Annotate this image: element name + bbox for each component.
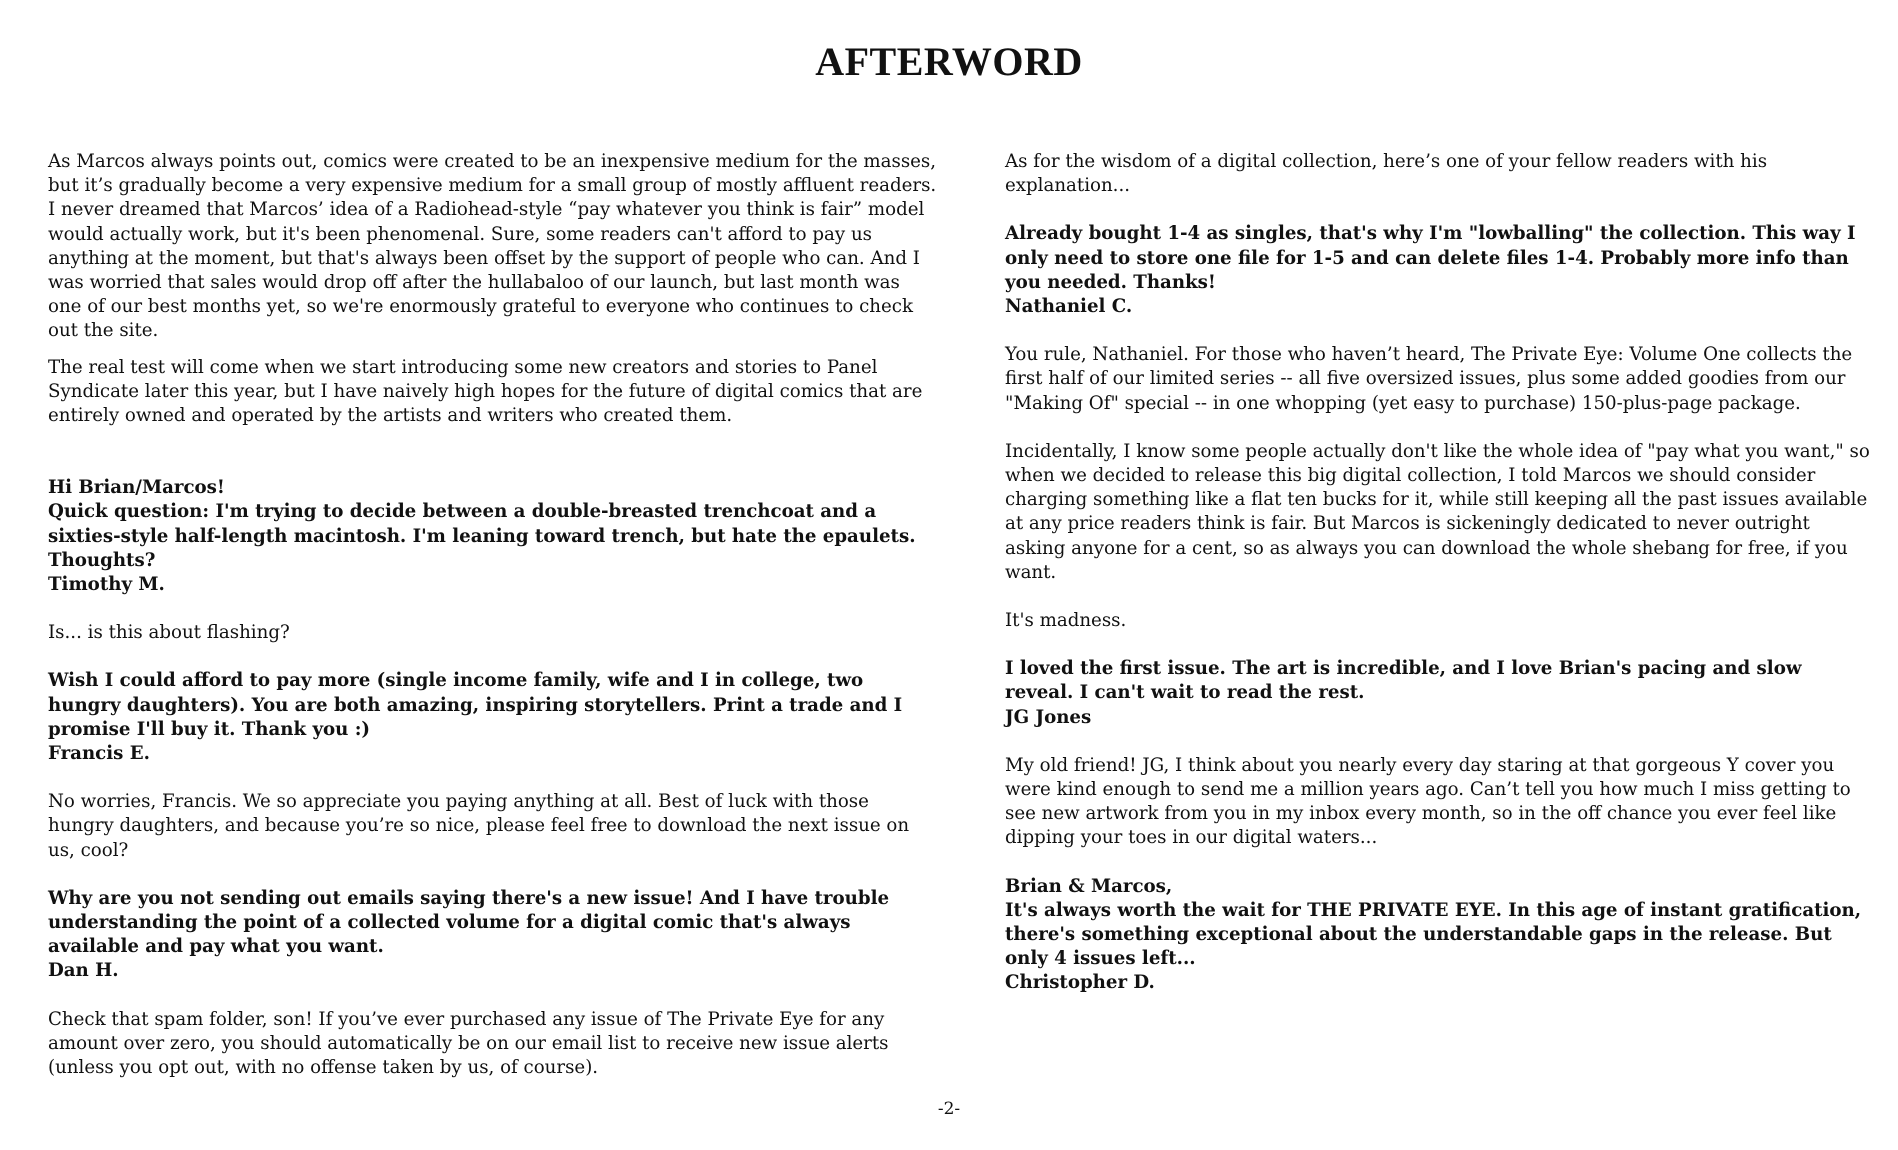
letter-signature: Francis E. [48, 743, 150, 765]
reader-letter [48, 887, 938, 984]
intro-paragraph: As Marcos always points out, comics were created to be an inexpensive medium for the masses, but it’s gradually become a very expensive medium for a small group of mostly affluent readers. I never dreamed that Marcos’ idea of a Radiohead-style “pay whatever you think is fair” model would actually work, but it's been phenomenal. Sure, some readers can't afford to pay us anything at the moment, but that's always been offset by the support of people who can. And I was worried that sales would drop off after the hullabaloo of our launch, but last month was one of our best months yet, so we're enormously grateful to everyone who continues to check out the site. [48, 151, 937, 342]
reply-paragraph: No worries, Francis. We so appreciate you paying anything at all. Best of luck with those hungry daughters, and because you’re so nice, please feel free to download the next issue on us, cool? [48, 791, 910, 861]
letter-body: I loved the first issue. The art is incredible, and I love Brian's pacing and slow reveal. I can't wait to read the rest. [1005, 658, 1802, 704]
letter-body: Why are you not sending out emails saying there's a new issue! And I have trouble understanding the point of a collected volume for a digital comic that's always available and pay what you want. [48, 887, 890, 958]
reply-paragraph: It's madness. [1005, 610, 1127, 632]
reader-letter [1005, 657, 1875, 730]
page-number: -2- [937, 1099, 961, 1119]
reader-letter [1005, 875, 1875, 996]
left-column [48, 150, 938, 1104]
letter-body: It's always worth the wait for THE PRIVATE EYE. In this age of instant gratification, there's something exceptional about the understandable gaps in the release. But only 4 issues left... [1005, 899, 1862, 970]
reply-paragraph: Check that spam folder, son! If you’ve ever purchased any issue of The Private Eye for any amount over zero, you should automatically be on our email list to receive new issue alerts (unless you opt out, with no offense taken by us, of course). [48, 1008, 889, 1079]
reader-letter [48, 669, 938, 766]
letter-greeting: Brian & Marcos, [1005, 875, 1173, 897]
letter-signature: Nathaniel C. [1005, 296, 1133, 318]
reply-paragraph: My old friend! JG, I think about you nearly every day staring at that gorgeous Y cover you were kind enough to send me a million years ago. Can’t tell you how much I miss getting to see new artwork from you in my inbox every month, so in the off chance you ever feel like dipping your toes in our digital waters... [1005, 754, 1851, 849]
letter-body: Wish I could afford to pay more (single income family, wife and I in college, two hungry daughters). You are both amazing, inspiring storytellers. Print a trade and I promise I'll buy it. Thank you :) [48, 670, 903, 740]
intro-paragraph: The real test will come when we start introducing some new creators and stories to Panel Syndicate later this year, but I have naively high hopes for the future of digital comics that are entirely owned and operated by the artists and writers who created them. [48, 356, 923, 427]
letter-body: Already bought 1-4 as singles, that's why I'm "lowballing" the collection. This way I only need to store one file for 1-5 and can delete files 1-4. Probably more info than you needed. Thanks! [1005, 223, 1856, 293]
right-column [1005, 150, 1875, 1020]
letter-signature: Timothy M. [48, 574, 165, 596]
letter-signature: Christopher D. [1005, 972, 1155, 994]
page-title: AFTERWORD [815, 39, 1083, 84]
reply-paragraph: You rule, Nathaniel. For those who haven’t heard, The Private Eye: Volume One collects the first half of our limited series -- all five oversized issues, plus some added goodies from our "Making Of" special -- in one whopping (yet easy to purchase) 150-plus-page package. [1005, 344, 1853, 414]
reply-paragraph: Is... is this about flashing? [48, 622, 290, 644]
reader-letter [48, 476, 938, 597]
reply-paragraph: Incidentally, I know some people actually don't like the whole idea of "pay what you want," so when we decided to release this big digital collection, I told Marcos we should consider charging something like a flat ten bucks for it, while still keeping all the past issues available at any price readers think is fair. But Marcos is sickeningly dedicated to never outright asking anyone for a cent, so as always you can download the whole shebang for free, if you want. [1005, 440, 1870, 583]
letter-greeting: Hi Brian/Marcos! [48, 477, 225, 499]
letter-signature: Dan H. [48, 960, 119, 982]
letter-signature: JG Jones [1005, 706, 1092, 728]
intro-paragraph: As for the wisdom of a digital collection, here’s one of your fellow readers with his explanation... [1005, 151, 1768, 197]
reader-letter [1005, 222, 1875, 319]
letter-body: Quick question: I'm trying to decide between a double-breasted trenchcoat and a sixties-style half-length macintosh. I'm leaning toward trench, but hate the epaulets. Thoughts? [48, 501, 916, 571]
